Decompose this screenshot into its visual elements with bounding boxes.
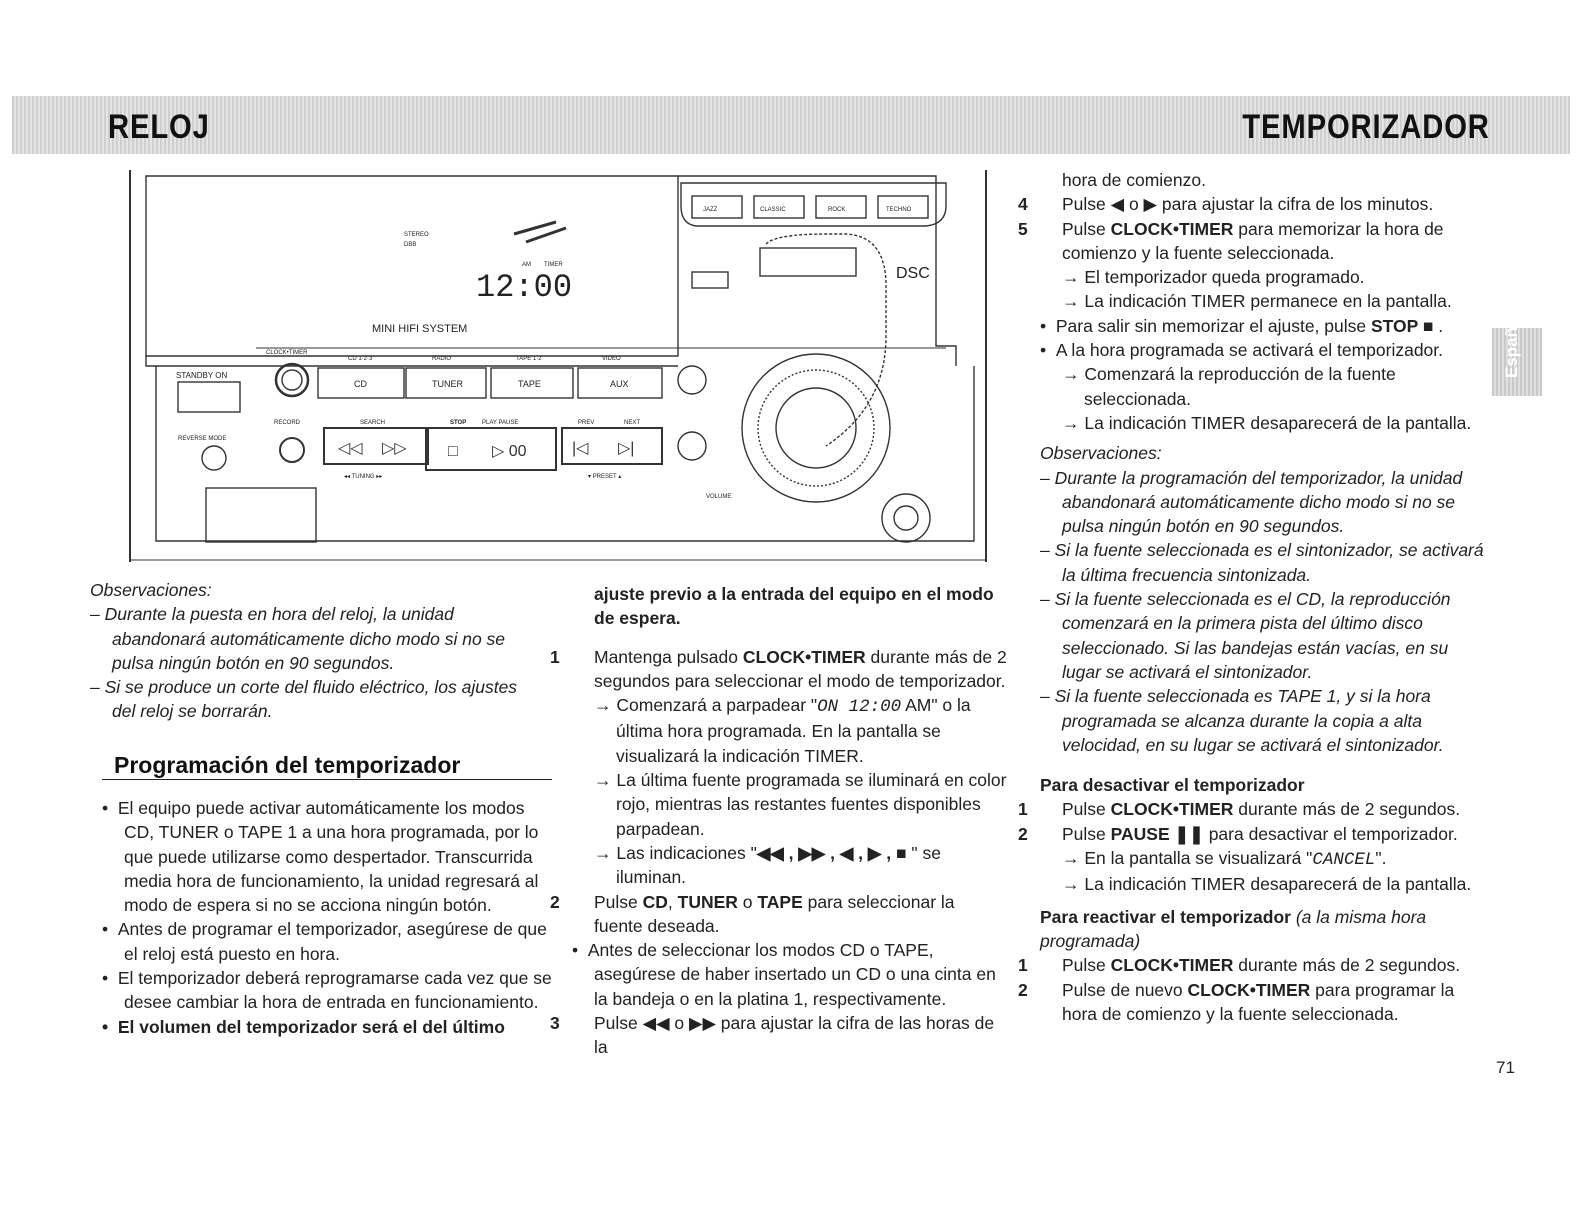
observation-item: – Durante la programación del temporizador, la unidad abandonará automáticamente dicho modo si no se pulsa ningún botón en 90 segundos.: [1040, 467, 1463, 537]
section-title: Programación del temporizador: [102, 752, 552, 780]
source-label-tape: TAPE 1·2: [516, 356, 542, 362]
step-1-result: → Comenzará a parpadear "ON 12:00 AM" o la última hora programada. En la pantalla se visualizará la indicación TIMER.: [594, 695, 971, 766]
play-pause-label: PLAY PAUSE: [482, 420, 519, 426]
device-illustration: [126, 166, 994, 566]
search-label: SEARCH: [360, 420, 386, 426]
stereo-label: STEREO: [404, 232, 429, 238]
header-title-temporizador: TEMPORIZADOR: [1242, 108, 1490, 146]
reactivate-step-1: 1 Pulse CLOCK•TIMER durante más de 2 segundos.: [1018, 955, 1461, 976]
reloj-observations: [90, 578, 538, 724]
bullet-item: • Antes de seleccionar los modos CD o TAPE, asegúrese de haber insertado un CD o una cinta en la bandeja o en la platina 1, respectivamente.: [572, 940, 996, 1009]
tuning-label: ◂◂ TUNING ▸▸: [344, 474, 383, 480]
prev-label: PREV: [578, 420, 595, 426]
step-2: 2 Pulse CD, TUNER o TAPE para seleccionar la fuente deseada.: [550, 891, 955, 936]
deactivate-title: Para desactivar el temporizador: [1040, 775, 1305, 796]
dsc-rock: ROCK: [828, 207, 846, 213]
observations-title: Observaciones:: [1040, 443, 1162, 464]
step-1-result: → La última fuente programada se iluminará en color rojo, mientras las restantes fuentes disponibles parpadean.: [594, 770, 1007, 839]
mini-hifi-label: MINI HIFI SYSTEM: [372, 323, 468, 335]
programacion-section: [102, 752, 552, 1039]
dsc-label: DSC: [896, 265, 930, 282]
clock-timer-label: CLOCK•TIMER: [266, 350, 308, 356]
language-tab: Español: [1492, 328, 1542, 396]
observation-item: – Si se produce un corte del fluido eléctrico, los ajustes del reloj se borrarán.: [90, 677, 518, 722]
svg-text:▷▷: ▷▷: [382, 440, 407, 457]
deactivate-result: → La indicación TIMER desaparecerá de la pantalla.: [1062, 874, 1472, 895]
step-5-result: → La indicación TIMER permanece en la pantalla.: [1062, 291, 1452, 312]
svg-text:▷|: ▷|: [618, 440, 635, 457]
deactivate-step-1: 1 Pulse CLOCK•TIMER durante más de 2 segundos.: [1018, 799, 1461, 820]
source-tuner: TUNER: [432, 379, 463, 389]
volume-label: VOLUME: [706, 494, 732, 500]
dsc-jazz: JAZZ: [703, 207, 718, 213]
bullet-item: • El equipo puede activar automáticamente los modos CD, TUNER o TAPE 1 a una hora programada, por lo que puede utilizarse como despertador. Transcurrida media hora de funcionamiento, la unidad regresará al modo de espera si no se acciona ningún botón.: [102, 798, 539, 916]
reverse-mode-label: REVERSE MODE: [178, 436, 227, 442]
continued-text: hora de comienzo.: [1062, 170, 1206, 190]
dsc-techno: TECHNO: [886, 207, 912, 213]
continued-bold-text: ajuste previo a la entrada del equipo en el modo de espera.: [594, 584, 994, 629]
svg-text:|◁: |◁: [572, 440, 589, 457]
page-number: 71: [1496, 1058, 1515, 1077]
observation-item: – Durante la puesta en hora del reloj, la unidad abandonará automáticamente dicho modo si no se pulsa ningún botón en 90 segundos.: [90, 604, 506, 673]
step-1-result: → Las indicaciones "◀◀ , ▶▶ , ◀ , ▶ , ■ " se iluminan.: [594, 842, 941, 888]
timer-label: TIMER: [544, 262, 563, 268]
step-1: 1 Mantenga pulsado CLOCK•TIMER durante más de 2 segundos para seleccionar el modo de temporizador.: [550, 646, 1007, 691]
source-label-cd: CD 1·2·3: [348, 356, 373, 362]
svg-text:◁◁: ◁◁: [338, 440, 363, 457]
bullet-result: → La indicación TIMER desaparecerá de la pantalla.: [1062, 412, 1472, 433]
source-tape: TAPE: [518, 379, 541, 389]
observation-item: – Si la fuente seleccionada es el sintonizador, se activará la última frecuencia sintonizada.: [1040, 540, 1484, 585]
reactivate-step-2: 2 Pulse de nuevo CLOCK•TIMER para programar la hora de comienzo y la fuente seleccionada.: [1018, 979, 1455, 1024]
preset-label: ▾ PRESET ▴: [588, 474, 622, 480]
observations-title: Observaciones:: [90, 580, 212, 600]
source-label-video: VIDEO: [602, 356, 621, 362]
bullet-item-bold: • El volumen del temporizador será el del último: [102, 1016, 505, 1037]
step-5-result: → El temporizador queda programado.: [1062, 267, 1365, 288]
svg-text:▷ 00: ▷ 00: [492, 443, 527, 460]
steps-column: [550, 582, 1008, 1060]
bullet-item: • A la hora programada se activará el temporizador.: [1040, 340, 1444, 361]
source-label-radio: RADIO: [432, 356, 452, 362]
bullet-item: • Antes de programar el temporizador, asegúrese de que el reloj está puesto en hora.: [102, 919, 547, 964]
standby-label: STANDBY ON: [176, 371, 228, 380]
bullet-item: • Para salir sin memorizar el ajuste, pulse STOP ■ .: [1040, 315, 1444, 336]
dsc-classic: CLASSIC: [760, 207, 786, 213]
am-label: AM: [522, 262, 531, 268]
stop-label: STOP: [450, 420, 467, 426]
record-label: RECORD: [274, 420, 301, 426]
step-3: 3 Pulse ◀◀ o ▶▶ para ajustar la cifra de las horas de la: [550, 1013, 995, 1058]
right-column: [1018, 168, 1488, 1026]
bullet-result: → Comenzará la reproducción de la fuente seleccionada.: [1062, 364, 1396, 409]
svg-text:□: □: [448, 443, 458, 460]
step-4: 4 Pulse ◀ o ▶ para ajustar la cifra de los minutos.: [1018, 194, 1434, 215]
source-cd: CD: [354, 379, 367, 389]
bullet-item: • El temporizador deberá reprogramarse cada vez que se desee cambiar la hora de entrada en funcionamiento.: [102, 968, 552, 1013]
deactivate-result: → En la pantalla se visualizará "CANCEL".: [1062, 848, 1387, 871]
header-title-reloj: RELOJ: [108, 108, 210, 146]
step-5: 5 Pulse CLOCK•TIMER para memorizar la hora de comienzo y la fuente seleccionada.: [1018, 218, 1444, 263]
display-time: 12:00: [476, 269, 573, 306]
source-aux: AUX: [610, 379, 629, 389]
observation-item: – Si la fuente seleccionada es TAPE 1, y si la hora programada se alcanza durante la copia a alta velocidad, en su lugar se activará el sintonizador.: [1040, 686, 1444, 755]
next-label: NEXT: [624, 420, 641, 426]
deactivate-step-2: 2 Pulse PAUSE ❚❚ para desactivar el temporizador.: [1018, 823, 1458, 844]
dbb-label: DBB: [404, 242, 417, 248]
reactivate-title: Para reactivar el temporizador (a la misma hora programada): [1040, 906, 1427, 951]
observation-item: – Si la fuente seleccionada es el CD, la reproducción comenzará en la primera pista del último disco seleccionado. Si las bandejas están vacías, en su lugar se activará el sintonizador.: [1040, 589, 1451, 682]
